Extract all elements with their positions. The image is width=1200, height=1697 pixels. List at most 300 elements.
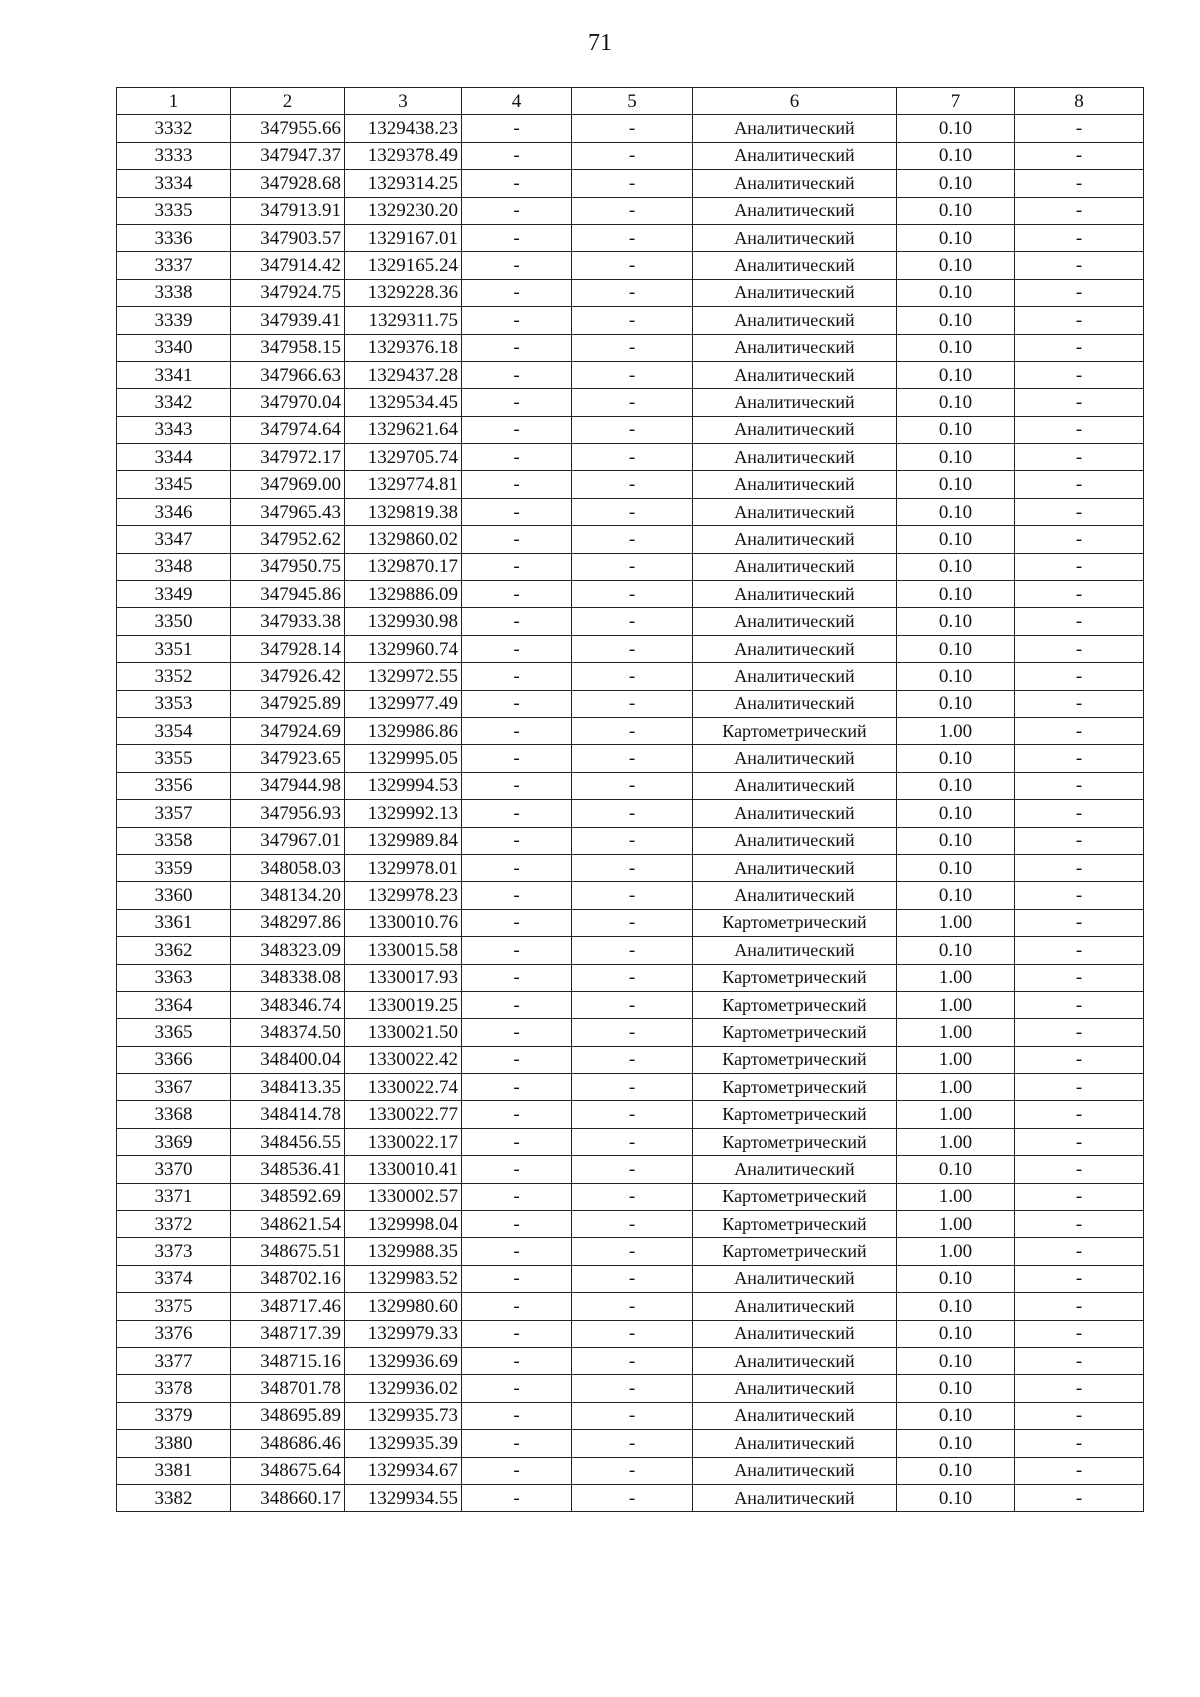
point-number-cell: 3375 [117,1293,231,1320]
y-coordinate-cell: 1329378.49 [345,142,462,169]
column-8-cell: - [1015,526,1144,553]
table-row [117,471,1144,498]
y-coordinate-cell: 1329314.25 [345,170,462,197]
column-4-cell: - [462,1402,572,1429]
accuracy-cell: 0.10 [897,389,1015,416]
y-coordinate-cell: 1330010.76 [345,909,462,936]
y-coordinate-cell: 1329165.24 [345,252,462,279]
method-cell: Картометрический [693,1211,897,1238]
column-4-cell: - [462,1074,572,1101]
point-number-cell: 3350 [117,608,231,635]
point-number-cell: 3332 [117,115,231,142]
x-coordinate-cell: 347925.89 [231,690,345,717]
method-cell: Аналитический [693,197,897,224]
method-cell: Аналитический [693,1156,897,1183]
point-number-cell: 3360 [117,882,231,909]
table-row [117,444,1144,471]
point-number-cell: 3347 [117,526,231,553]
column-8-cell: - [1015,1074,1144,1101]
column-5-cell: - [572,635,693,662]
table-row [117,197,1144,224]
point-number-cell: 3338 [117,279,231,306]
y-coordinate-cell: 1329167.01 [345,224,462,251]
y-coordinate-cell: 1329534.45 [345,389,462,416]
method-cell: Аналитический [693,553,897,580]
x-coordinate-cell: 347928.14 [231,635,345,662]
point-number-cell: 3365 [117,1019,231,1046]
point-number-cell: 3364 [117,991,231,1018]
column-8-cell: - [1015,1293,1144,1320]
accuracy-cell: 1.00 [897,991,1015,1018]
point-number-cell: 3345 [117,471,231,498]
column-4-cell: - [462,416,572,443]
point-number-cell: 3369 [117,1128,231,1155]
x-coordinate-cell: 347914.42 [231,252,345,279]
accuracy-cell: 0.10 [897,1156,1015,1183]
x-coordinate-cell: 348413.35 [231,1074,345,1101]
accuracy-cell: 1.00 [897,964,1015,991]
column-8-cell: - [1015,1183,1144,1210]
column-8-cell: - [1015,279,1144,306]
column-8-cell: - [1015,964,1144,991]
table-row [117,991,1144,1018]
accuracy-cell: 0.10 [897,937,1015,964]
x-coordinate-cell: 347933.38 [231,608,345,635]
y-coordinate-cell: 1329860.02 [345,526,462,553]
y-coordinate-cell: 1329935.39 [345,1430,462,1457]
method-cell: Аналитический [693,526,897,553]
table-row [117,389,1144,416]
method-cell: Аналитический [693,361,897,388]
y-coordinate-cell: 1330021.50 [345,1019,462,1046]
point-number-cell: 3368 [117,1101,231,1128]
column-8-cell: - [1015,170,1144,197]
column-5-cell: - [572,1183,693,1210]
x-coordinate-cell: 347928.68 [231,170,345,197]
x-coordinate-cell: 348058.03 [231,854,345,881]
method-cell: Аналитический [693,334,897,361]
accuracy-cell: 1.00 [897,1238,1015,1265]
table-row [117,115,1144,142]
table-row [117,854,1144,881]
y-coordinate-cell: 1330022.77 [345,1101,462,1128]
column-8-cell: - [1015,252,1144,279]
table-row [117,252,1144,279]
table-row [117,1347,1144,1374]
column-8-cell: - [1015,471,1144,498]
y-coordinate-cell: 1330017.93 [345,964,462,991]
x-coordinate-cell: 348297.86 [231,909,345,936]
column-8-cell: - [1015,1347,1144,1374]
method-cell: Аналитический [693,772,897,799]
column-5-cell: - [572,279,693,306]
y-coordinate-cell: 1329998.04 [345,1211,462,1238]
method-cell: Аналитический [693,663,897,690]
column-8-cell: - [1015,1101,1144,1128]
table-row [117,1019,1144,1046]
point-number-cell: 3379 [117,1402,231,1429]
y-coordinate-cell: 1330022.17 [345,1128,462,1155]
column-4-cell: - [462,1293,572,1320]
column-4-cell: - [462,991,572,1018]
y-coordinate-cell: 1329978.01 [345,854,462,881]
column-8-cell: - [1015,1375,1144,1402]
method-cell: Аналитический [693,1484,897,1511]
accuracy-cell: 0.10 [897,334,1015,361]
point-number-cell: 3361 [117,909,231,936]
column-5-cell: - [572,115,693,142]
method-cell: Аналитический [693,745,897,772]
y-coordinate-cell: 1329376.18 [345,334,462,361]
x-coordinate-cell: 348675.51 [231,1238,345,1265]
column-5-cell: - [572,717,693,744]
column-8-cell: - [1015,1046,1144,1073]
table-row [117,1046,1144,1073]
x-coordinate-cell: 348456.55 [231,1128,345,1155]
column-4-cell: - [462,526,572,553]
column-5-cell: - [572,1402,693,1429]
method-cell: Аналитический [693,279,897,306]
accuracy-cell: 0.10 [897,115,1015,142]
method-cell: Аналитический [693,690,897,717]
column-4-cell: - [462,252,572,279]
column-4-cell: - [462,1238,572,1265]
table-row [117,170,1144,197]
point-number-cell: 3337 [117,252,231,279]
column-4-cell: - [462,635,572,662]
point-number-cell: 3376 [117,1320,231,1347]
method-cell: Аналитический [693,1347,897,1374]
y-coordinate-cell: 1329960.74 [345,635,462,662]
column-8-cell: - [1015,498,1144,525]
accuracy-cell: 0.10 [897,416,1015,443]
accuracy-cell: 1.00 [897,717,1015,744]
accuracy-cell: 0.10 [897,1320,1015,1347]
point-number-cell: 3351 [117,635,231,662]
column-8-cell: - [1015,1320,1144,1347]
column-5-cell: - [572,854,693,881]
method-cell: Аналитический [693,389,897,416]
column-5-cell: - [572,882,693,909]
accuracy-cell: 0.10 [897,745,1015,772]
header-cell: 7 [897,88,1015,115]
column-4-cell: - [462,142,572,169]
page-number: 71 [588,30,612,56]
point-number-cell: 3341 [117,361,231,388]
table-row [117,334,1144,361]
column-4-cell: - [462,581,572,608]
y-coordinate-cell: 1329988.35 [345,1238,462,1265]
x-coordinate-cell: 347947.37 [231,142,345,169]
column-4-cell: - [462,1430,572,1457]
y-coordinate-cell: 1329992.13 [345,800,462,827]
table-row [117,553,1144,580]
column-4-cell: - [462,389,572,416]
column-8-cell: - [1015,1402,1144,1429]
accuracy-cell: 1.00 [897,1128,1015,1155]
y-coordinate-cell: 1329994.53 [345,772,462,799]
accuracy-cell: 0.10 [897,1430,1015,1457]
point-number-cell: 3359 [117,854,231,881]
x-coordinate-cell: 347956.93 [231,800,345,827]
accuracy-cell: 0.10 [897,553,1015,580]
x-coordinate-cell: 347923.65 [231,745,345,772]
y-coordinate-cell: 1330022.42 [345,1046,462,1073]
point-number-cell: 3377 [117,1347,231,1374]
point-number-cell: 3343 [117,416,231,443]
column-5-cell: - [572,745,693,772]
column-4-cell: - [462,1156,572,1183]
x-coordinate-cell: 347939.41 [231,307,345,334]
table-row [117,1265,1144,1292]
y-coordinate-cell: 1329438.23 [345,115,462,142]
accuracy-cell: 0.10 [897,1293,1015,1320]
accuracy-cell: 0.10 [897,252,1015,279]
table-row [117,827,1144,854]
table-body [117,115,1144,1512]
y-coordinate-cell: 1329972.55 [345,663,462,690]
column-4-cell: - [462,745,572,772]
column-8-cell: - [1015,444,1144,471]
method-cell: Картометрический [693,1101,897,1128]
column-5-cell: - [572,553,693,580]
x-coordinate-cell: 348702.16 [231,1265,345,1292]
column-5-cell: - [572,1375,693,1402]
point-number-cell: 3357 [117,800,231,827]
x-coordinate-cell: 348717.39 [231,1320,345,1347]
table-row [117,279,1144,306]
method-cell: Аналитический [693,800,897,827]
method-cell: Аналитический [693,142,897,169]
column-5-cell: - [572,1265,693,1292]
x-coordinate-cell: 347974.64 [231,416,345,443]
x-coordinate-cell: 348695.89 [231,1402,345,1429]
column-5-cell: - [572,800,693,827]
method-cell: Аналитический [693,444,897,471]
method-cell: Картометрический [693,717,897,744]
y-coordinate-cell: 1329935.73 [345,1402,462,1429]
column-5-cell: - [572,964,693,991]
point-number-cell: 3352 [117,663,231,690]
accuracy-cell: 0.10 [897,361,1015,388]
x-coordinate-cell: 347958.15 [231,334,345,361]
column-8-cell: - [1015,416,1144,443]
point-number-cell: 3346 [117,498,231,525]
column-4-cell: - [462,1375,572,1402]
method-cell: Аналитический [693,882,897,909]
accuracy-cell: 0.10 [897,608,1015,635]
x-coordinate-cell: 348715.16 [231,1347,345,1374]
point-number-cell: 3372 [117,1211,231,1238]
header-cell: 4 [462,88,572,115]
column-5-cell: - [572,1019,693,1046]
table-row [117,526,1144,553]
table-row [117,498,1144,525]
accuracy-cell: 0.10 [897,1347,1015,1374]
accuracy-cell: 1.00 [897,1046,1015,1073]
accuracy-cell: 1.00 [897,1183,1015,1210]
header-cell: 5 [572,88,693,115]
table-row [117,1402,1144,1429]
method-cell: Аналитический [693,471,897,498]
column-5-cell: - [572,1238,693,1265]
method-cell: Картометрический [693,1074,897,1101]
point-number-cell: 3336 [117,224,231,251]
x-coordinate-cell: 348414.78 [231,1101,345,1128]
method-cell: Картометрический [693,991,897,1018]
y-coordinate-cell: 1330022.74 [345,1074,462,1101]
column-8-cell: - [1015,224,1144,251]
accuracy-cell: 0.10 [897,526,1015,553]
method-cell: Аналитический [693,1402,897,1429]
y-coordinate-cell: 1330002.57 [345,1183,462,1210]
column-4-cell: - [462,608,572,635]
column-4-cell: - [462,1183,572,1210]
y-coordinate-cell: 1329986.86 [345,717,462,744]
column-8-cell: - [1015,1211,1144,1238]
column-5-cell: - [572,1293,693,1320]
table-row [117,1484,1144,1511]
point-number-cell: 3340 [117,334,231,361]
column-4-cell: - [462,471,572,498]
y-coordinate-cell: 1329995.05 [345,745,462,772]
column-8-cell: - [1015,827,1144,854]
accuracy-cell: 0.10 [897,882,1015,909]
column-5-cell: - [572,361,693,388]
x-coordinate-cell: 347967.01 [231,827,345,854]
column-8-cell: - [1015,1430,1144,1457]
table-row [117,1375,1144,1402]
x-coordinate-cell: 347913.91 [231,197,345,224]
y-coordinate-cell: 1329705.74 [345,444,462,471]
method-cell: Аналитический [693,608,897,635]
column-5-cell: - [572,334,693,361]
column-4-cell: - [462,170,572,197]
column-8-cell: - [1015,389,1144,416]
method-cell: Аналитический [693,1430,897,1457]
accuracy-cell: 0.10 [897,142,1015,169]
x-coordinate-cell: 347955.66 [231,115,345,142]
column-4-cell: - [462,1320,572,1347]
column-5-cell: - [572,1430,693,1457]
column-8-cell: - [1015,553,1144,580]
column-8-cell: - [1015,581,1144,608]
y-coordinate-cell: 1330010.41 [345,1156,462,1183]
table-row [117,882,1144,909]
method-cell: Картометрический [693,909,897,936]
x-coordinate-cell: 348701.78 [231,1375,345,1402]
header-cell: 2 [231,88,345,115]
header-cell: 6 [693,88,897,115]
method-cell: Аналитический [693,635,897,662]
y-coordinate-cell: 1329979.33 [345,1320,462,1347]
method-cell: Аналитический [693,581,897,608]
point-number-cell: 3382 [117,1484,231,1511]
method-cell: Картометрический [693,1019,897,1046]
header-cell: 3 [345,88,462,115]
point-number-cell: 3366 [117,1046,231,1073]
method-cell: Аналитический [693,416,897,443]
y-coordinate-cell: 1330019.25 [345,991,462,1018]
table-row [117,307,1144,334]
column-5-cell: - [572,1211,693,1238]
x-coordinate-cell: 348134.20 [231,882,345,909]
table-row [117,1128,1144,1155]
x-coordinate-cell: 347945.86 [231,581,345,608]
accuracy-cell: 0.10 [897,471,1015,498]
column-5-cell: - [572,416,693,443]
x-coordinate-cell: 348592.69 [231,1183,345,1210]
column-4-cell: - [462,827,572,854]
column-4-cell: - [462,772,572,799]
column-4-cell: - [462,854,572,881]
method-cell: Аналитический [693,1293,897,1320]
table-row [117,1101,1144,1128]
accuracy-cell: 0.10 [897,197,1015,224]
accuracy-cell: 0.10 [897,444,1015,471]
column-8-cell: - [1015,1156,1144,1183]
point-number-cell: 3335 [117,197,231,224]
column-8-cell: - [1015,1238,1144,1265]
column-5-cell: - [572,498,693,525]
table-row [117,800,1144,827]
y-coordinate-cell: 1329930.98 [345,608,462,635]
y-coordinate-cell: 1329934.67 [345,1457,462,1484]
y-coordinate-cell: 1329819.38 [345,498,462,525]
column-4-cell: - [462,882,572,909]
column-4-cell: - [462,1046,572,1073]
column-5-cell: - [572,772,693,799]
accuracy-cell: 0.10 [897,772,1015,799]
point-number-cell: 3333 [117,142,231,169]
column-8-cell: - [1015,608,1144,635]
column-8-cell: - [1015,115,1144,142]
point-number-cell: 3344 [117,444,231,471]
column-8-cell: - [1015,854,1144,881]
column-5-cell: - [572,526,693,553]
column-5-cell: - [572,663,693,690]
column-4-cell: - [462,224,572,251]
x-coordinate-cell: 347972.17 [231,444,345,471]
column-4-cell: - [462,800,572,827]
table-header-row [117,88,1144,115]
column-8-cell: - [1015,1457,1144,1484]
point-number-cell: 3349 [117,581,231,608]
method-cell: Аналитический [693,1457,897,1484]
x-coordinate-cell: 347944.98 [231,772,345,799]
table-row [117,142,1144,169]
x-coordinate-cell: 347924.69 [231,717,345,744]
column-4-cell: - [462,937,572,964]
column-5-cell: - [572,827,693,854]
table-row [117,717,1144,744]
table-row [117,1457,1144,1484]
x-coordinate-cell: 347965.43 [231,498,345,525]
column-5-cell: - [572,937,693,964]
column-5-cell: - [572,1128,693,1155]
column-8-cell: - [1015,142,1144,169]
accuracy-cell: 1.00 [897,909,1015,936]
x-coordinate-cell: 347970.04 [231,389,345,416]
column-4-cell: - [462,553,572,580]
y-coordinate-cell: 1329774.81 [345,471,462,498]
accuracy-cell: 1.00 [897,1101,1015,1128]
method-cell: Аналитический [693,170,897,197]
table-row [117,1156,1144,1183]
y-coordinate-cell: 1329886.09 [345,581,462,608]
point-number-cell: 3339 [117,307,231,334]
x-coordinate-cell: 347903.57 [231,224,345,251]
